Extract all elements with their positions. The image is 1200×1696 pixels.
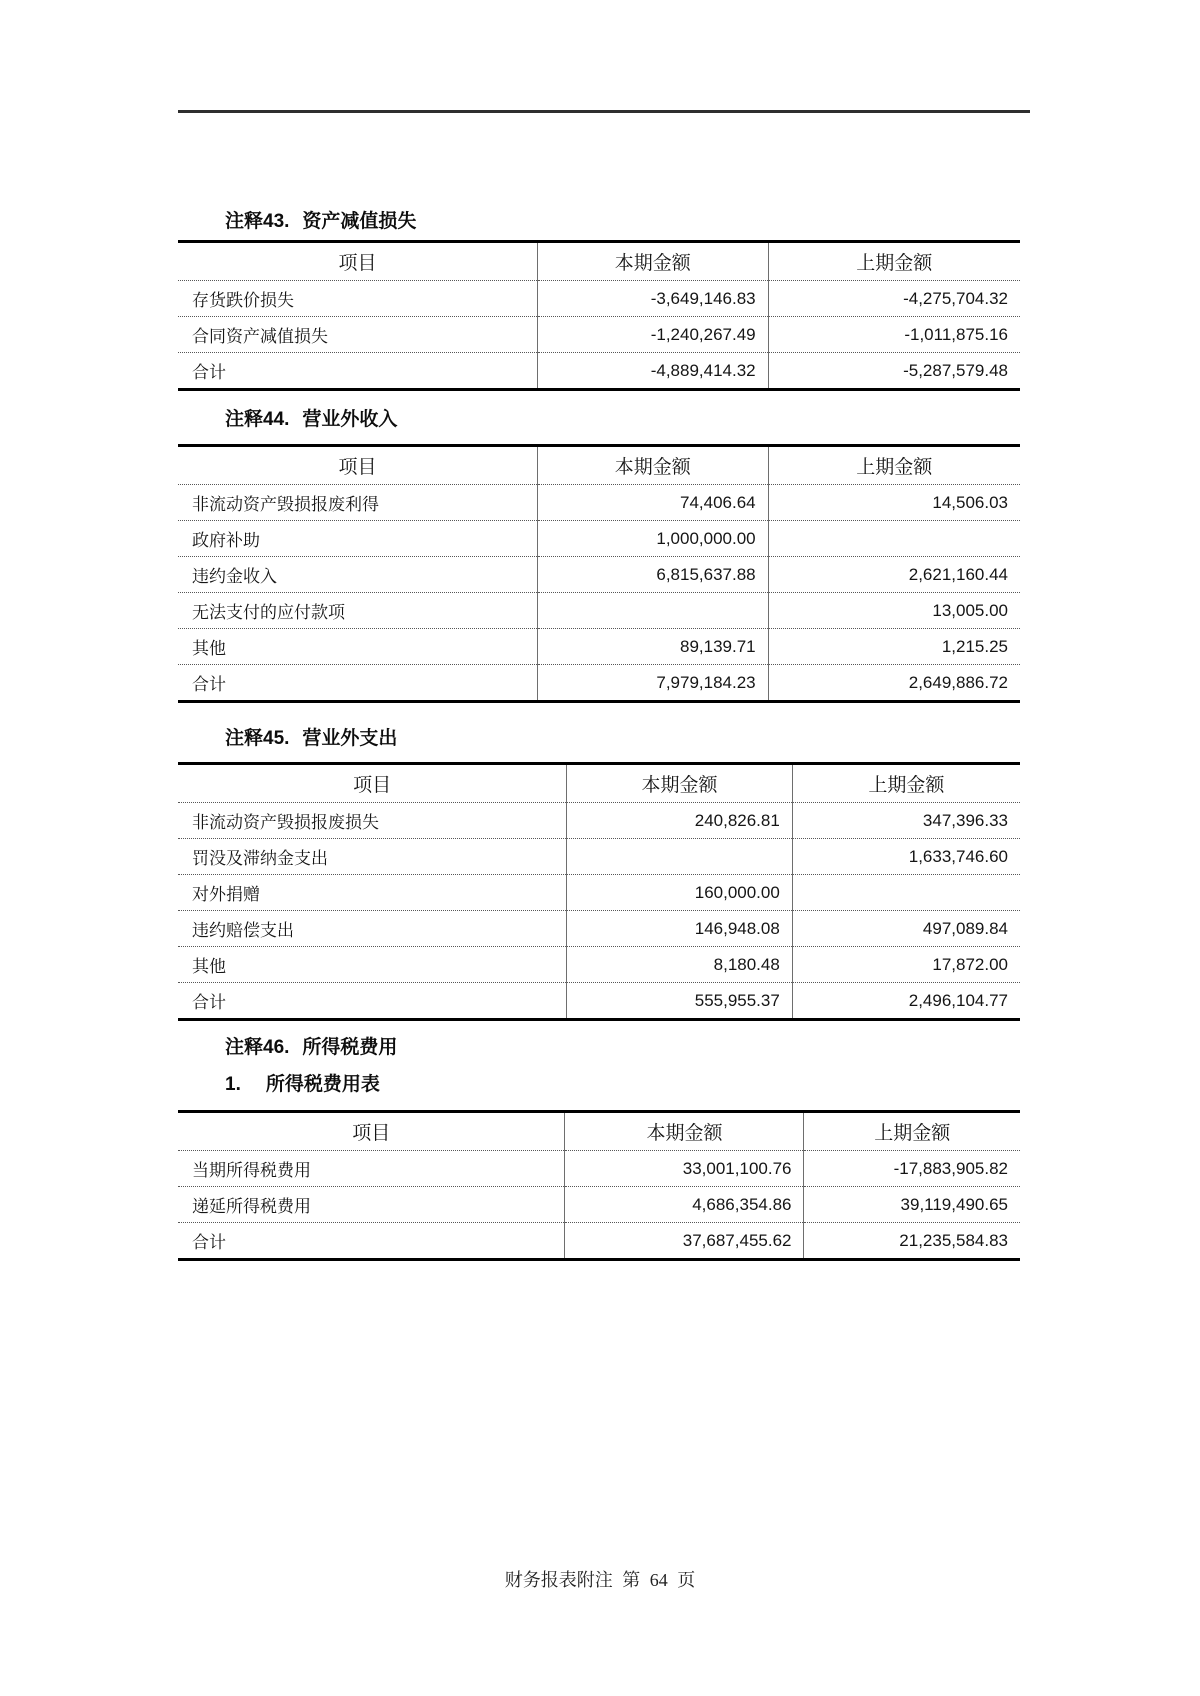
column-header: 项目 xyxy=(178,242,537,281)
table-row xyxy=(178,353,1020,390)
header-row xyxy=(178,1112,1020,1151)
non-operating-income-table xyxy=(178,444,1020,703)
page-footer: 财务报表附注 第 64 页 xyxy=(504,1570,696,1590)
note-46-title xyxy=(225,1035,1020,1061)
note-number: 注释43. xyxy=(225,211,290,232)
table-row xyxy=(178,911,1020,947)
current-amount-cell: -3,649,146.83 xyxy=(537,281,768,317)
prior-amount-cell: 1,633,746.60 xyxy=(792,839,1020,875)
column-header: 本期金额 xyxy=(565,1112,804,1151)
column-header: 本期金额 xyxy=(537,242,768,281)
item-label-cell: 非流动资产毁损报废利得 xyxy=(178,485,537,521)
current-amount-cell: 33,001,100.76 xyxy=(565,1151,804,1187)
current-amount-cell: 1,000,000.00 xyxy=(537,521,768,557)
prior-amount-cell xyxy=(792,875,1020,911)
table-row xyxy=(178,983,1020,1020)
item-label-cell: 合计 xyxy=(192,1233,226,1252)
prior-amount-cell: 14,506.03 xyxy=(768,485,1020,521)
prior-amount-cell: 497,089.84 xyxy=(792,911,1020,947)
note-number: 注释45. xyxy=(225,728,290,749)
prior-amount-cell: -4,275,704.32 xyxy=(768,281,1020,317)
non-operating-expense-table xyxy=(178,762,1020,1021)
table-row xyxy=(178,947,1020,983)
column-header: 上期金额 xyxy=(804,1112,1020,1151)
table-row xyxy=(178,665,1020,702)
note-number: 注释46. xyxy=(225,1037,290,1058)
current-amount-cell: 160,000.00 xyxy=(567,875,793,911)
item-label-cell: 递延所得税费用 xyxy=(178,1187,565,1223)
current-amount-cell: 240,826.81 xyxy=(567,803,793,839)
note-title-text: 营业外收入 xyxy=(302,409,398,430)
prior-amount-cell xyxy=(768,521,1020,557)
note-45-title xyxy=(225,726,1020,752)
table-row xyxy=(178,875,1020,911)
table-row xyxy=(178,557,1020,593)
note-44-title xyxy=(225,407,1020,433)
item-label-cell: 合计 xyxy=(192,993,226,1012)
column-header: 项目 xyxy=(178,446,537,485)
prior-amount-cell: 21,235,584.83 xyxy=(804,1223,1020,1260)
column-header: 本期金额 xyxy=(567,764,793,803)
prior-amount-cell: 1,215.25 xyxy=(768,629,1020,665)
table-row xyxy=(178,593,1020,629)
table-row xyxy=(178,839,1020,875)
table-row xyxy=(178,317,1020,353)
current-amount-cell: 89,139.71 xyxy=(537,629,768,665)
prior-amount-cell: 2,496,104.77 xyxy=(792,983,1020,1020)
current-amount-cell: -4,889,414.32 xyxy=(537,353,768,390)
prior-amount-cell: 347,396.33 xyxy=(792,803,1020,839)
current-amount-cell xyxy=(567,839,793,875)
income-tax-table xyxy=(178,1110,1020,1261)
header-row xyxy=(178,764,1020,803)
current-amount-cell: 146,948.08 xyxy=(567,911,793,947)
note-number: 注释44. xyxy=(225,409,290,430)
current-amount-cell: 6,815,637.88 xyxy=(537,557,768,593)
current-amount-cell: 8,180.48 xyxy=(567,947,793,983)
subtitle-number: 1. xyxy=(225,1074,241,1095)
page-content xyxy=(178,0,1020,1261)
item-label-cell: 合同资产减值损失 xyxy=(178,317,537,353)
prior-amount-cell: 17,872.00 xyxy=(792,947,1020,983)
item-label-cell: 合计 xyxy=(192,675,226,694)
table-row xyxy=(178,281,1020,317)
item-label-cell: 合计 xyxy=(192,363,226,382)
note-title-text: 所得税费用 xyxy=(302,1037,398,1058)
note-title-text: 营业外支出 xyxy=(302,728,398,749)
current-amount-cell xyxy=(537,593,768,629)
item-label-cell: 罚没及滞纳金支出 xyxy=(178,839,567,875)
item-label-cell: 对外捐赠 xyxy=(178,875,567,911)
item-label-cell: 违约赔偿支出 xyxy=(178,911,567,947)
item-label-cell: 非流动资产毁损报废损失 xyxy=(178,803,567,839)
column-header: 本期金额 xyxy=(537,446,768,485)
note-title-text: 资产减值损失 xyxy=(302,211,417,232)
table-row xyxy=(178,1187,1020,1223)
table-row xyxy=(178,485,1020,521)
current-amount-cell: 7,979,184.23 xyxy=(537,665,768,702)
column-header: 上期金额 xyxy=(768,242,1020,281)
item-label-cell: 其他 xyxy=(178,629,537,665)
prior-amount-cell: 39,119,490.65 xyxy=(804,1187,1020,1223)
prior-amount-cell: -1,011,875.16 xyxy=(768,317,1020,353)
table-row xyxy=(178,1223,1020,1260)
column-header: 上期金额 xyxy=(792,764,1020,803)
current-amount-cell: 555,955.37 xyxy=(567,983,793,1020)
table-row xyxy=(178,1151,1020,1187)
note-46-subtitle xyxy=(225,1072,1020,1098)
current-amount-cell: -1,240,267.49 xyxy=(537,317,768,353)
column-header: 项目 xyxy=(178,1112,565,1151)
column-header: 项目 xyxy=(178,764,567,803)
current-amount-cell: 74,406.64 xyxy=(537,485,768,521)
current-amount-cell: 37,687,455.62 xyxy=(565,1223,804,1260)
table-row xyxy=(178,803,1020,839)
item-label-cell: 存货跌价损失 xyxy=(178,281,537,317)
asset-impairment-table xyxy=(178,240,1020,391)
table-row xyxy=(178,629,1020,665)
prior-amount-cell: -17,883,905.82 xyxy=(804,1151,1020,1187)
header-rule xyxy=(178,110,1030,113)
item-label-cell: 当期所得税费用 xyxy=(178,1151,565,1187)
item-label-cell: 政府补助 xyxy=(178,521,537,557)
prior-amount-cell: 2,649,886.72 xyxy=(768,665,1020,702)
prior-amount-cell: -5,287,579.48 xyxy=(768,353,1020,390)
item-label-cell: 无法支付的应付款项 xyxy=(178,593,537,629)
subtitle-text: 所得税费用表 xyxy=(265,1074,380,1095)
column-header: 上期金额 xyxy=(768,446,1020,485)
item-label-cell: 其他 xyxy=(178,947,567,983)
header-row xyxy=(178,446,1020,485)
note-43-title xyxy=(225,209,1020,235)
prior-amount-cell: 2,621,160.44 xyxy=(768,557,1020,593)
item-label-cell: 违约金收入 xyxy=(178,557,537,593)
header-row xyxy=(178,242,1020,281)
current-amount-cell: 4,686,354.86 xyxy=(565,1187,804,1223)
prior-amount-cell: 13,005.00 xyxy=(768,593,1020,629)
table-row xyxy=(178,521,1020,557)
